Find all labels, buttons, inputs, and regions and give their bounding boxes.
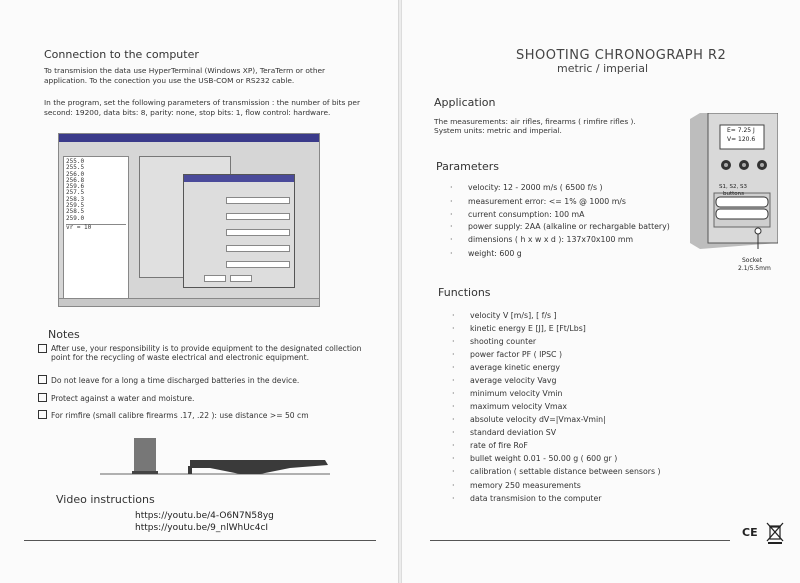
function-item: · memory 250 measurements — [452, 481, 581, 490]
parameter-item: · velocity: 12 - 2000 m/s ( 6500 f/s ) — [450, 183, 603, 192]
dialog-cancel-button[interactable] — [230, 275, 252, 282]
functions-title: Functions — [438, 286, 491, 299]
parameters-title: Parameters — [436, 160, 499, 173]
terminal-line: 258.5 — [66, 208, 85, 216]
video-link[interactable]: https://youtu.be/4-O6N7N58yg — [135, 511, 274, 521]
video-title: Video instructions — [56, 493, 155, 506]
function-item: · power factor PF ( IPSC ) — [452, 350, 562, 359]
terminal-line: 255.5 — [66, 164, 85, 172]
checkbox-icon — [38, 393, 47, 402]
function-item: · kinetic energy E [J], E [Ft/Lbs] — [452, 324, 586, 333]
parameter-item: · measurement error: <= 1% @ 1000 m/s — [450, 197, 626, 206]
port-settings-dialog — [183, 174, 295, 288]
note-item: For rimfire (small calibre firearms .17, .22 ): use distance >= 50 cm — [38, 410, 309, 420]
application-title: Application — [434, 96, 496, 109]
terminal-line: 255.0 — [66, 158, 85, 165]
dialog-field[interactable] — [226, 261, 290, 268]
device-buttons-label: S1, S2, S3 — [719, 184, 747, 190]
parameter-item: · dimensions ( h x w x d ): 137x70x100 mm — [450, 235, 634, 244]
terminal-status: vr = 10 — [66, 224, 126, 231]
dialog-titlebar — [184, 175, 294, 182]
dialog-field[interactable] — [226, 213, 290, 220]
function-item: · bullet weight 0.01 - 50.00 g ( 600 gr ) — [452, 454, 618, 463]
dialog-field[interactable] — [226, 245, 290, 252]
device-display-line: V= 120.6 — [727, 136, 756, 143]
terminal-line: 256.8 — [66, 176, 85, 184]
socket-label: Socket — [742, 257, 763, 264]
function-item: · average kinetic energy — [452, 363, 560, 372]
checkbox-icon — [38, 410, 47, 419]
device-display-line: E= 7.25 J — [727, 127, 755, 134]
note-item: Do not leave for a long a time discharged batteries in the device. — [38, 375, 299, 385]
application-line: The measurements: air rifles, firearms ( rimfire rifles ). — [434, 117, 636, 126]
product-subtitle: metric / imperial — [557, 62, 649, 75]
function-item: · maximum velocity Vmax — [452, 402, 568, 411]
screenshot-statusbar — [59, 298, 319, 306]
left-page — [0, 0, 398, 583]
weee-bin-icon — [766, 522, 784, 544]
parameter-item: · current consumption: 100 mA — [450, 210, 585, 219]
function-item: · standard deviation SV — [452, 428, 557, 437]
function-item: · calibration ( settable distance between sensors ) — [452, 467, 661, 476]
product-title: SHOOTING CHRONOGRAPH R2 — [516, 48, 727, 63]
divider — [430, 540, 730, 541]
dialog-field[interactable] — [226, 197, 290, 204]
terminal-line: 259.5 — [66, 202, 85, 210]
terminal-line: 256.0 — [66, 170, 85, 178]
dialog-field[interactable] — [226, 229, 290, 236]
connection-title: Connection to the computer — [44, 48, 199, 61]
right-page — [402, 0, 800, 583]
terminal-line: 259.0 — [66, 214, 85, 222]
ce-mark: CE — [742, 526, 758, 539]
terminal-screenshot — [58, 133, 320, 307]
notes-title: Notes — [48, 328, 80, 341]
terminal-line: 259.6 — [66, 183, 85, 191]
connection-paragraph-1: To transmision the data use HyperTerminal (Windows XP), TeraTerm or other application. To the conection you use the USB-COM or RS232 cable. — [44, 66, 326, 85]
note-item: After use, your responsibility is to provide equipment to the designated collection point for the recycling of waste electrical and electronic equipment. — [38, 344, 369, 362]
function-item: · shooting counter — [452, 337, 537, 346]
parameter-item: · weight: 600 g — [450, 249, 522, 258]
terminal-line: 258.3 — [66, 195, 85, 203]
checkbox-icon — [38, 375, 47, 384]
screenshot-titlebar — [59, 134, 319, 142]
function-item: · data transmision to the computer — [452, 494, 602, 503]
function-item: · average velocity Vavg — [452, 376, 557, 385]
parameter-item: · power supply: 2AA (alkaline or rechargable battery) — [450, 222, 670, 231]
terminal-line: 257.5 — [66, 189, 85, 197]
rimfire-distance-illustration — [100, 430, 340, 482]
connection-paragraph-2: In the program, set the following parameters of transmission : the number of bits per second: 19200, data bits: 8, parity: none, stop bits: 1, flow control: hardware. — [44, 98, 360, 117]
terminal-output — [63, 156, 129, 302]
function-item: · minimum velocity Vmin — [452, 389, 563, 398]
note-item: Protect against a water and moisture. — [38, 393, 194, 403]
socket-label: 2.1/5.5mm — [738, 265, 771, 272]
function-item: · rate of fire RoF — [452, 441, 528, 450]
function-item: · velocity V [m/s], [ f/s ] — [452, 311, 557, 320]
checkbox-icon — [38, 344, 47, 353]
video-link[interactable]: https://youtu.be/9_nlWhUc4cI — [135, 523, 269, 533]
dialog-ok-button[interactable] — [204, 275, 226, 282]
application-line: System units: metric and imperial. — [434, 126, 562, 135]
device-buttons-label: buttons — [723, 191, 745, 197]
divider — [24, 540, 376, 541]
function-item: · absolute velocity dV=|Vmax-Vmin| — [452, 415, 606, 424]
